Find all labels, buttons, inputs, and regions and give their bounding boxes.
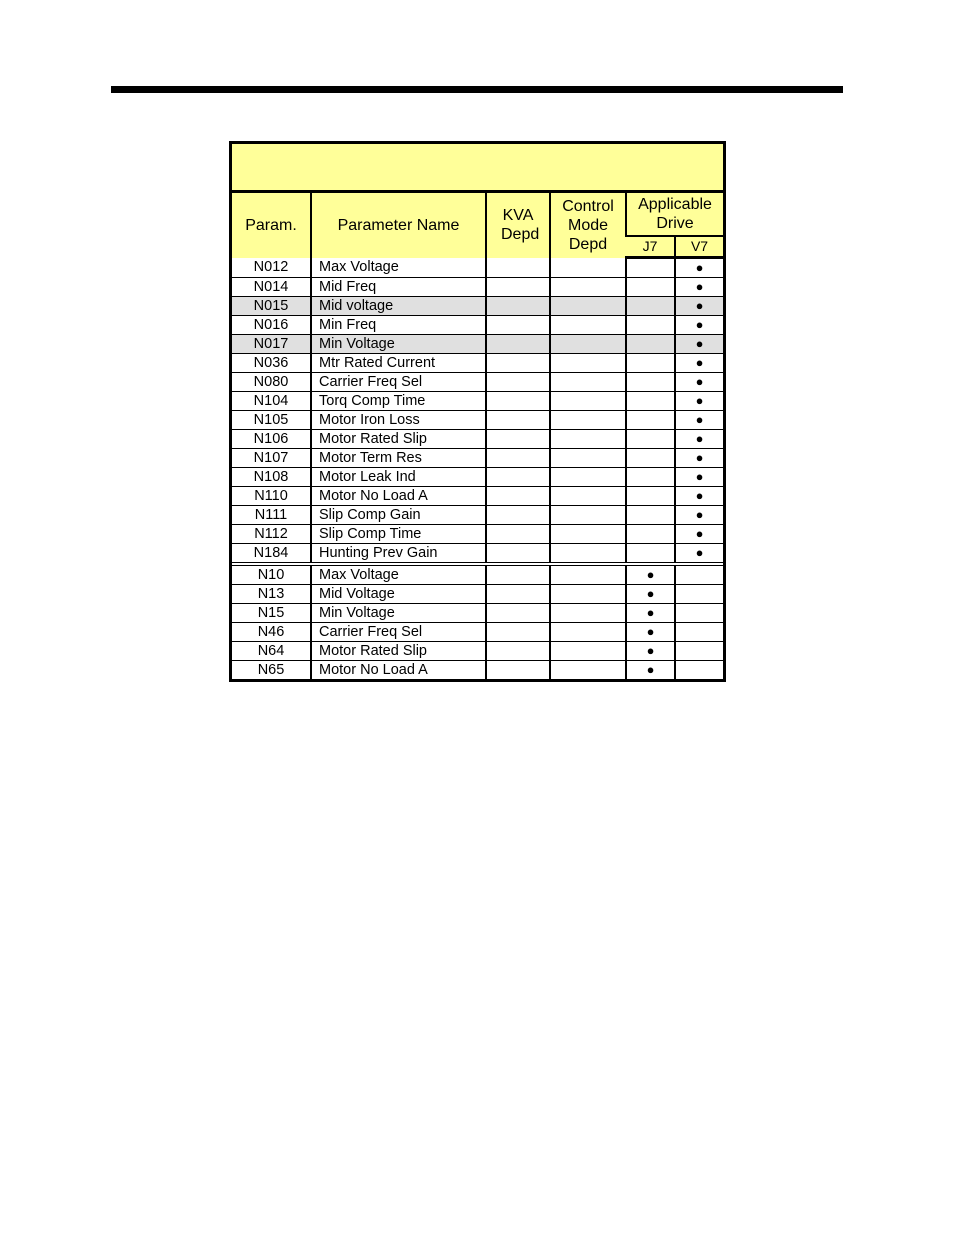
j7-mark-cell: [626, 258, 675, 278]
name-cell: Max Voltage: [311, 258, 486, 278]
param-cell: N104: [232, 392, 311, 411]
kva-cell: [486, 449, 550, 468]
param-cell: N65: [232, 661, 311, 680]
v7-mark-cell: ●: [675, 468, 723, 487]
control-mode-cell: [550, 449, 626, 468]
name-cell: Hunting Prev Gain: [311, 544, 486, 565]
name-cell: Motor Rated Slip: [311, 430, 486, 449]
table-row: [232, 604, 723, 623]
j7-mark-cell: ●: [626, 564, 675, 585]
name-cell: Carrier Freq Sel: [311, 623, 486, 642]
j7-mark-cell: ●: [626, 623, 675, 642]
table-row: [232, 585, 723, 604]
control-mode-cell: [550, 335, 626, 354]
v7-mark-cell: ●: [675, 258, 723, 278]
j7-mark-cell: [626, 449, 675, 468]
control-mode-cell: [550, 564, 626, 585]
param-cell: N64: [232, 642, 311, 661]
v7-mark-cell: ●: [675, 335, 723, 354]
kva-cell: [486, 258, 550, 278]
name-cell: Mid Freq: [311, 278, 486, 297]
name-cell: Carrier Freq Sel: [311, 373, 486, 392]
kva-cell: [486, 278, 550, 297]
name-cell: Slip Comp Time: [311, 525, 486, 544]
param-cell: N106: [232, 430, 311, 449]
table-row: [232, 661, 723, 680]
v7-mark-cell: ●: [675, 373, 723, 392]
table-row: [232, 506, 723, 525]
control-mode-cell: [550, 316, 626, 335]
v7-mark-cell: [675, 564, 723, 585]
j7-mark-cell: [626, 525, 675, 544]
table-row: [232, 564, 723, 585]
table-row: [232, 373, 723, 392]
v7-mark-cell: ●: [675, 278, 723, 297]
name-cell: Min Voltage: [311, 604, 486, 623]
control-mode-cell: [550, 468, 626, 487]
j7-mark-cell: [626, 411, 675, 430]
table-title-band: [232, 144, 723, 193]
kva-cell: [486, 316, 550, 335]
v7-mark-cell: [675, 604, 723, 623]
kva-cell: [486, 623, 550, 642]
name-cell: Motor No Load A: [311, 661, 486, 680]
parameter-grid: [232, 193, 723, 679]
v7-mark-cell: ●: [675, 411, 723, 430]
param-cell: N10: [232, 564, 311, 585]
name-cell: Slip Comp Gain: [311, 506, 486, 525]
control-mode-cell: [550, 430, 626, 449]
kva-cell: [486, 468, 550, 487]
control-mode-cell: [550, 392, 626, 411]
param-cell: N036: [232, 354, 311, 373]
name-cell: Mid Voltage: [311, 585, 486, 604]
param-cell: N111: [232, 506, 311, 525]
parameter-table: [229, 141, 726, 682]
kva-cell: [486, 544, 550, 565]
table-row: [232, 297, 723, 316]
param-cell: N110: [232, 487, 311, 506]
param-cell: N15: [232, 604, 311, 623]
j7-mark-cell: [626, 487, 675, 506]
name-cell: Mid voltage: [311, 297, 486, 316]
table-row: [232, 642, 723, 661]
name-cell: Motor Term Res: [311, 449, 486, 468]
v7-mark-cell: ●: [675, 544, 723, 565]
table-row: [232, 544, 723, 565]
control-mode-cell: [550, 373, 626, 392]
name-cell: Motor No Load A: [311, 487, 486, 506]
table-row: [232, 392, 723, 411]
kva-cell: [486, 525, 550, 544]
param-cell: N184: [232, 544, 311, 565]
control-mode-cell: [550, 604, 626, 623]
kva-cell: [486, 661, 550, 680]
header-v7: V7: [675, 236, 723, 258]
name-cell: Max Voltage: [311, 564, 486, 585]
kva-cell: [486, 564, 550, 585]
kva-cell: [486, 604, 550, 623]
kva-cell: [486, 373, 550, 392]
v7-mark-cell: ●: [675, 449, 723, 468]
j7-mark-cell: [626, 544, 675, 565]
control-mode-cell: [550, 585, 626, 604]
section-v7-parameters: [232, 258, 723, 565]
control-mode-cell: [550, 642, 626, 661]
table-row: [232, 449, 723, 468]
table-row: [232, 411, 723, 430]
v7-mark-cell: ●: [675, 525, 723, 544]
param-cell: N13: [232, 585, 311, 604]
kva-cell: [486, 585, 550, 604]
header-parameter-name: Parameter Name: [311, 193, 486, 258]
control-mode-cell: [550, 278, 626, 297]
control-mode-cell: [550, 506, 626, 525]
param-cell: N112: [232, 525, 311, 544]
table-row: [232, 335, 723, 354]
kva-cell: [486, 430, 550, 449]
j7-mark-cell: ●: [626, 661, 675, 680]
param-cell: N014: [232, 278, 311, 297]
kva-cell: [486, 411, 550, 430]
param-cell: N108: [232, 468, 311, 487]
name-cell: Motor Rated Slip: [311, 642, 486, 661]
v7-mark-cell: ●: [675, 487, 723, 506]
j7-mark-cell: ●: [626, 585, 675, 604]
control-mode-cell: [550, 544, 626, 565]
control-mode-cell: [550, 525, 626, 544]
name-cell: Min Voltage: [311, 335, 486, 354]
j7-mark-cell: [626, 297, 675, 316]
v7-mark-cell: [675, 661, 723, 680]
j7-mark-cell: [626, 278, 675, 297]
table-row: [232, 468, 723, 487]
param-cell: N015: [232, 297, 311, 316]
v7-mark-cell: ●: [675, 354, 723, 373]
kva-cell: [486, 354, 550, 373]
j7-mark-cell: [626, 506, 675, 525]
j7-mark-cell: ●: [626, 642, 675, 661]
header-kva-depd: KVA Depd: [486, 193, 550, 258]
v7-mark-cell: ●: [675, 506, 723, 525]
control-mode-cell: [550, 297, 626, 316]
param-cell: N105: [232, 411, 311, 430]
table-row: [232, 278, 723, 297]
table-row: [232, 354, 723, 373]
v7-mark-cell: [675, 585, 723, 604]
control-mode-cell: [550, 354, 626, 373]
control-mode-cell: [550, 411, 626, 430]
v7-mark-cell: [675, 642, 723, 661]
table-row: [232, 623, 723, 642]
param-cell: N46: [232, 623, 311, 642]
table-row: [232, 316, 723, 335]
v7-mark-cell: ●: [675, 392, 723, 411]
j7-mark-cell: [626, 316, 675, 335]
header-j7: J7: [626, 236, 675, 258]
param-cell: N107: [232, 449, 311, 468]
j7-mark-cell: [626, 430, 675, 449]
j7-mark-cell: ●: [626, 604, 675, 623]
table-row: [232, 487, 723, 506]
j7-mark-cell: [626, 373, 675, 392]
j7-mark-cell: [626, 392, 675, 411]
name-cell: Mtr Rated Current: [311, 354, 486, 373]
kva-cell: [486, 297, 550, 316]
param-cell: N012: [253, 259, 289, 276]
j7-mark-cell: [626, 468, 675, 487]
header-control-mode-depd: Control Mode Depd: [550, 193, 626, 258]
header-param: Param.: [232, 193, 311, 258]
kva-cell: [486, 392, 550, 411]
kva-cell: [486, 335, 550, 354]
top-rule: [111, 86, 843, 93]
section-j7-parameters: [232, 564, 723, 679]
table-row: [232, 525, 723, 544]
j7-mark-cell: [626, 335, 675, 354]
param-cell: N017: [232, 335, 311, 354]
name-cell: Motor Leak Ind: [311, 468, 486, 487]
name-cell: Torq Comp Time: [311, 392, 486, 411]
header-applicable-drive: Applicable Drive: [626, 193, 723, 236]
control-mode-cell: [550, 661, 626, 680]
name-cell: Motor Iron Loss: [311, 411, 486, 430]
table-row: [232, 430, 723, 449]
kva-cell: [486, 506, 550, 525]
v7-mark-cell: [675, 623, 723, 642]
v7-mark-cell: ●: [675, 316, 723, 335]
control-mode-cell: [550, 623, 626, 642]
kva-cell: [486, 642, 550, 661]
param-cell: N016: [232, 316, 311, 335]
table-row: [232, 258, 723, 278]
param-cell: N080: [232, 373, 311, 392]
j7-mark-cell: [626, 354, 675, 373]
name-cell: Min Freq: [311, 316, 486, 335]
v7-mark-cell: ●: [675, 297, 723, 316]
control-mode-cell: [550, 487, 626, 506]
kva-cell: [486, 487, 550, 506]
v7-mark-cell: ●: [675, 430, 723, 449]
control-mode-cell: [550, 258, 626, 278]
